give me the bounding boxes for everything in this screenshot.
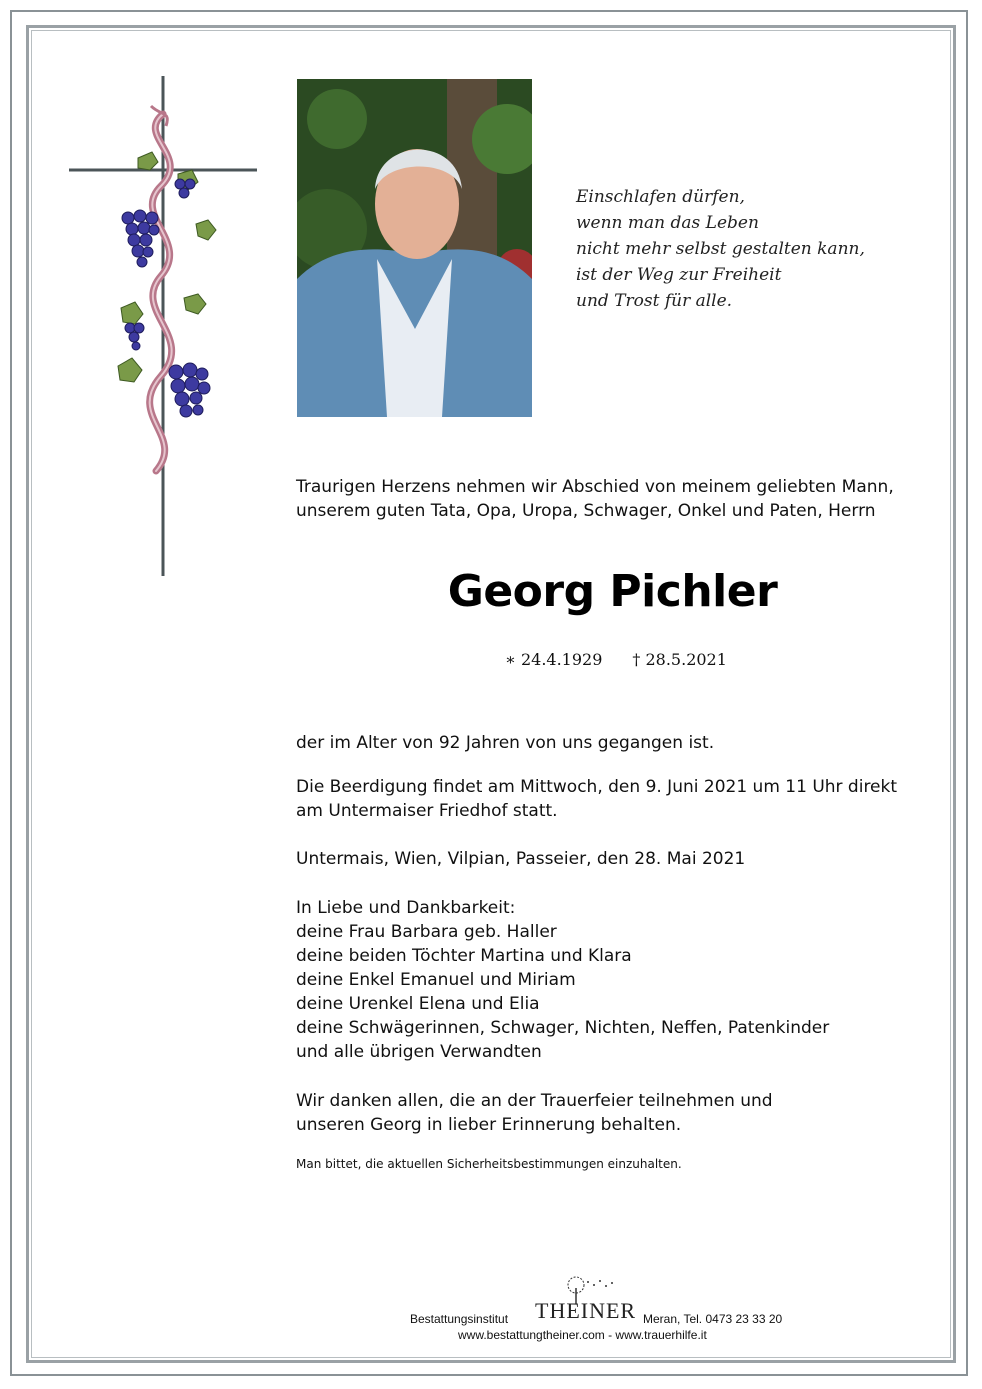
- mourner-line: deine Frau Barbara geb. Haller: [296, 922, 557, 942]
- life-dates: [505, 650, 727, 669]
- footer-website[interactable]: www.bestattungtheiner.com - www.trauerhilfe.it: [458, 1328, 707, 1342]
- mourner-line: deine Enkel Emanuel und Miriam: [296, 970, 576, 990]
- poem-line: wenn man das Leben: [576, 213, 759, 233]
- death-date: † 28.5.2021: [632, 650, 727, 669]
- mourner-line: deine beiden Töchter Martina und Klara: [296, 946, 632, 966]
- poem-line: Einschlafen dürfen,: [576, 187, 745, 207]
- intro-line: Traurigen Herzens nehmen wir Abschied von meinem geliebten Mann,: [296, 477, 894, 497]
- thanks-line: Wir danken allen, die an der Trauerfeier teilnehmen und: [296, 1091, 773, 1111]
- mourner-line: deine Schwägerinnen, Schwager, Nichten, Neffen, Patenkinder: [296, 1018, 830, 1038]
- poem: [576, 184, 876, 314]
- birth-date: ∗ 24.4.1929: [505, 650, 603, 669]
- footer-contact: Meran, Tel. 0473 23 33 20: [643, 1312, 783, 1326]
- mourners-list: [296, 896, 829, 1064]
- age-text: der im Alter von 92 Jahren von uns gegangen ist.: [296, 733, 715, 753]
- footer-label: Bestattungsinstitut: [410, 1312, 509, 1326]
- intro-line: unserem guten Tata, Opa, Uropa, Schwager, Onkel und Paten, Herrn: [296, 501, 876, 521]
- mourner-line: und alle übrigen Verwandten: [296, 1042, 542, 1062]
- safety-notice: Man bittet, die aktuellen Sicherheitsbestimmungen einzuhalten.: [296, 1157, 682, 1171]
- thanks-text: [296, 1089, 773, 1137]
- funeral-line: am Untermaiser Friedhof statt.: [296, 801, 558, 821]
- portrait-photo: [297, 79, 532, 417]
- poem-line: und Trost für alle.: [576, 291, 733, 311]
- funeral-line: Die Beerdigung findet am Mittwoch, den 9. Juni 2021 um 11 Uhr direkt: [296, 777, 898, 797]
- thanks-line: unseren Georg in lieber Erinnerung behalten.: [296, 1115, 682, 1135]
- place-date: Untermais, Wien, Vilpian, Passeier, den 28. Mai 2021: [296, 849, 746, 869]
- mourner-line: deine Urenkel Elena und Elia: [296, 994, 540, 1014]
- poem-line: ist der Weg zur Freiheit: [576, 265, 782, 285]
- poem-line: nicht mehr selbst gestalten kann,: [576, 239, 865, 259]
- intro-text: [296, 475, 894, 523]
- funeral-info: [296, 775, 897, 823]
- mourners-heading: In Liebe und Dankbarkeit:: [296, 898, 516, 918]
- footer-brand: THEINER: [535, 1298, 637, 1323]
- deceased-name: Georg Pichler: [447, 566, 778, 617]
- cross-with-grapevine-icon: [66, 76, 260, 578]
